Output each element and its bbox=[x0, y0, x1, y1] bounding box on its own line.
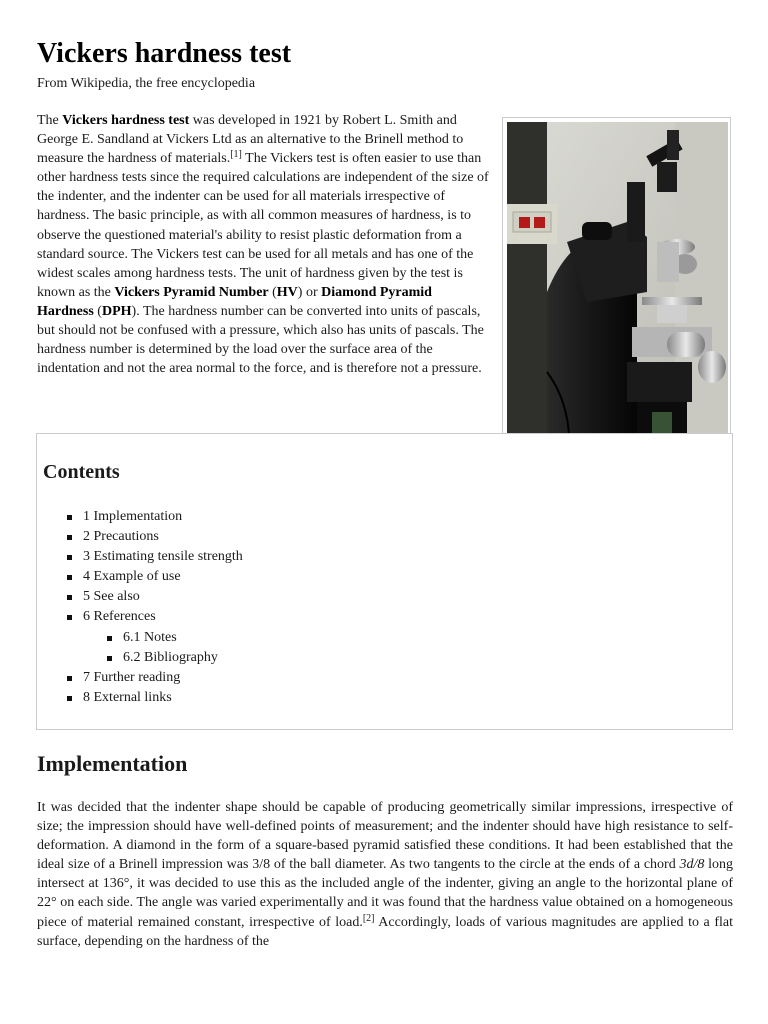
page-title: Vickers hardness test bbox=[37, 38, 292, 69]
toc-item[interactable] bbox=[37, 527, 243, 547]
toc-item[interactable] bbox=[37, 607, 243, 627]
toc-link-references[interactable]: 6 References bbox=[83, 609, 156, 625]
site-tagline: From Wikipedia, the free encyclopedia bbox=[37, 76, 256, 91]
toc-item[interactable] bbox=[37, 567, 243, 587]
implementation-text: It was decided that the indenter shape should be capable of producing geometrically similar impressions, irrespective of size; the impression should have well-defined points of measurement; and the indenter should have high resistance to self-deformation. A diamond in the form of a square-based pyramid satisfied these conditions. It had been established that the ideal size of a Brinell impression was 3/8 of the ball diameter. As two tangents to the circle at the ends of a chord bbox=[37, 800, 733, 873]
toc-list bbox=[37, 507, 243, 708]
toc-item[interactable] bbox=[37, 587, 243, 607]
toc-subitem[interactable] bbox=[37, 648, 243, 668]
intro-text: ( bbox=[268, 284, 277, 300]
intro-text: ( bbox=[93, 303, 102, 319]
term-dph: DPH bbox=[101, 303, 132, 319]
bullet-icon bbox=[67, 515, 72, 520]
bullet-icon bbox=[67, 676, 72, 681]
table-of-contents bbox=[36, 433, 733, 730]
toc-item[interactable] bbox=[37, 668, 243, 688]
toc-link-further-reading[interactable]: 7 Further reading bbox=[83, 669, 181, 685]
citation-link-1[interactable]: [1] bbox=[230, 149, 242, 161]
intro-text: ) or bbox=[297, 284, 322, 300]
toc-item[interactable] bbox=[37, 688, 243, 708]
toc-link-external-links[interactable]: 8 External links bbox=[83, 689, 172, 705]
intro-text: The Vickers test is often easier to use than other hardness tests since the required calculations are independent of the size of the indenter, and the indenter can be used for all materials irrespective of hardness. The basic principle, as with all common measures of hardness, is to observe the questioned material's ability to resist plastic deformation from a standard source. The Vickers test can be used for all metals and has one of the widest scales among hardness tests. The unit of hardness given by the test is known as the bbox=[37, 151, 489, 300]
implementation-text: Accordingly, loads of various magnitudes are applied to a flat surface, depending on the hardness of the bbox=[37, 914, 733, 949]
toc-link-precautions[interactable]: 2 Precautions bbox=[83, 529, 159, 545]
bullet-icon bbox=[107, 636, 112, 641]
chord-formula: 3d/8 bbox=[679, 857, 705, 873]
bullet-icon bbox=[67, 535, 72, 540]
toc-link-estimating-tensile-strength[interactable]: 3 Estimating tensile strength bbox=[83, 549, 243, 565]
toc-link-example-of-use[interactable]: 4 Example of use bbox=[83, 569, 181, 585]
citation-link-2[interactable]: [2] bbox=[362, 912, 375, 924]
toc-link-notes[interactable]: 6.1 Notes bbox=[123, 629, 177, 645]
implementation-paragraph bbox=[37, 798, 733, 951]
bullet-icon bbox=[67, 696, 72, 701]
bullet-icon bbox=[67, 595, 72, 600]
implementation-text: long intersect at 136°, it was decided to use this as the included angle of the indenter, giving an angle to the horizontal plane of 22° on each side. The angle was varied experimentally and it was found that the hardness value obtained on a homogeneous piece of material remained constant, irrespective of load. bbox=[37, 857, 734, 930]
bullet-icon bbox=[67, 615, 72, 620]
toc-item[interactable] bbox=[37, 507, 243, 527]
section-heading-implementation: Implementation bbox=[37, 751, 188, 776]
bullet-icon bbox=[107, 656, 112, 661]
term-hv: HV bbox=[276, 284, 298, 300]
toc-title: Contents bbox=[43, 461, 120, 483]
term-vickers-pyramid-number: Vickers Pyramid Number bbox=[114, 284, 269, 300]
intro-text: The bbox=[37, 113, 63, 128]
toc-link-implementation[interactable]: 1 Implementation bbox=[83, 509, 183, 524]
toc-subitem[interactable] bbox=[37, 628, 243, 648]
bullet-icon bbox=[67, 555, 72, 560]
term-diamond-pyramid-hardness: Diamond Pyramid Hardness bbox=[37, 284, 432, 319]
intro-text: ). The hardness number can be converted into units of pascals, but should not be confused with a pressure, which also has units of pascals. The hardness number is determined by the load over the surface area of the indentation and not the area normal to the force, and is therefore not a pressure. bbox=[37, 303, 484, 377]
toc-link-bibliography[interactable]: 6.2 Bibliography bbox=[123, 649, 218, 665]
intro-paragraph bbox=[37, 111, 489, 378]
intro-text: was developed in 1921 by Robert L. Smith and George E. Sandland at Vickers Ltd as an alternative to the Brinell method to measure the hardness of materials. bbox=[37, 113, 464, 167]
bullet-icon bbox=[67, 575, 72, 580]
vickers-tester-photo[interactable] bbox=[507, 122, 728, 478]
term-vickers-hardness-test: Vickers hardness test bbox=[62, 113, 190, 128]
toc-link-see-also[interactable]: 5 See also bbox=[83, 589, 140, 605]
toc-item[interactable] bbox=[37, 547, 243, 567]
